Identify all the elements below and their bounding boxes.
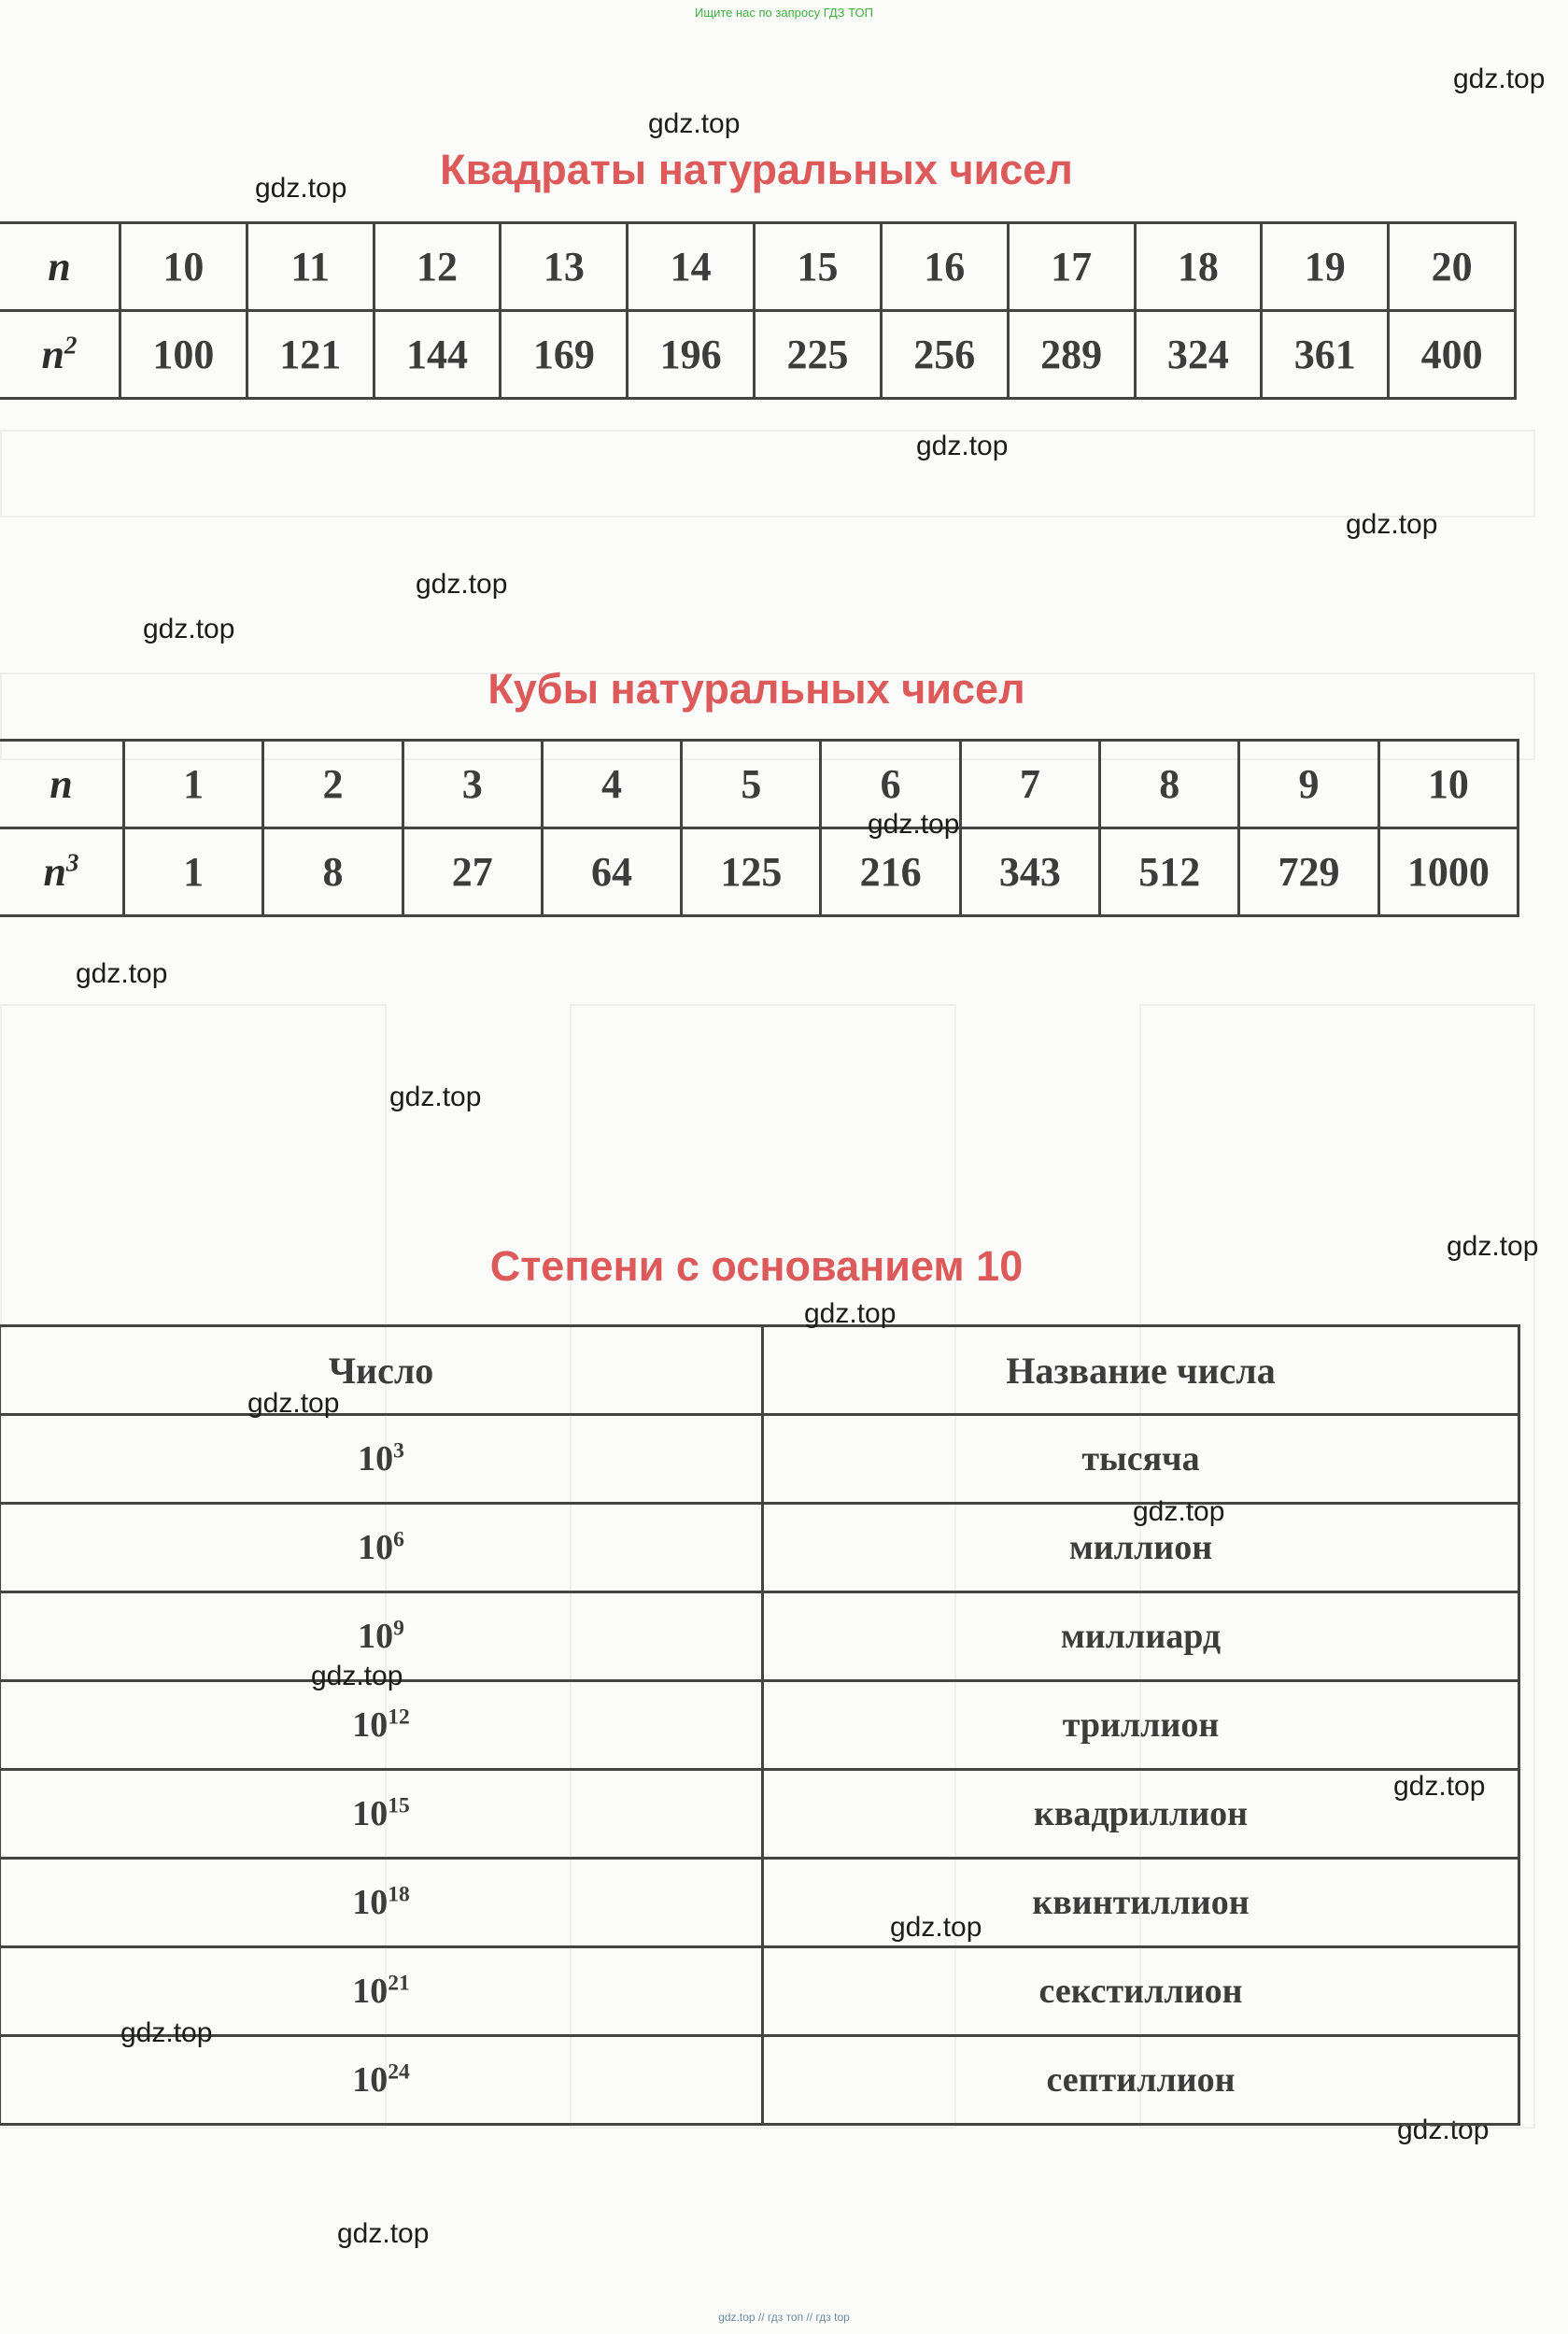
column-header-number: Число	[0, 1326, 763, 1415]
watermark: gdz.top	[1133, 1496, 1225, 1527]
squares-value-cell: 121	[247, 311, 374, 399]
cubes-n-cell: 4	[542, 741, 681, 828]
squares-value-cell: 169	[501, 311, 628, 399]
cubes-table	[0, 739, 1519, 917]
squares-n-cell: 10	[120, 223, 247, 311]
watermark: gdz.top	[247, 1388, 340, 1419]
squares-value-cell: 400	[1389, 311, 1516, 399]
squares-value-cell: 100	[120, 311, 247, 399]
powers-row	[0, 2036, 1519, 2125]
squares-table	[0, 221, 1517, 400]
powers-row	[0, 1504, 1519, 1592]
watermark: gdz.top	[389, 1082, 482, 1112]
squares-n-cell: 17	[1008, 223, 1135, 311]
powers-row	[0, 1947, 1519, 2036]
cubes-value-cell: 1	[124, 828, 263, 916]
watermark: gdz.top	[868, 809, 960, 840]
squares-value-cell: 225	[755, 311, 882, 399]
powers-table	[0, 1324, 1520, 2126]
row-label-n: n	[0, 741, 124, 828]
squares-n-cell: 14	[628, 223, 755, 311]
squares-value-cell: 361	[1262, 311, 1389, 399]
squares-title: Квадраты натуральных чисел	[440, 146, 1073, 193]
squares-n-cell: 13	[501, 223, 628, 311]
cubes-value-cell: 729	[1239, 828, 1378, 916]
squares-value-cell: 289	[1008, 311, 1135, 399]
cubes-value-cell: 64	[542, 828, 681, 916]
watermark: gdz.top	[416, 569, 508, 600]
power-name: квинтиллион	[763, 1859, 1519, 1947]
squares-value-row	[0, 311, 1516, 399]
power-value: $10^9$	[0, 1592, 763, 1681]
cubes-value-cell: 512	[1100, 828, 1239, 916]
cubes-n-cell: 9	[1239, 741, 1378, 828]
squares-value-cell: 324	[1135, 311, 1262, 399]
powers-row	[0, 1592, 1519, 1681]
squares-n-cell: 15	[755, 223, 882, 311]
powers-title: Степени с основанием 10	[489, 1242, 1024, 1290]
squares-n-cell: 16	[881, 223, 1008, 311]
cubes-value-cell: 343	[960, 828, 1099, 916]
cubes-n-cell: 7	[960, 741, 1099, 828]
watermark: gdz.top	[255, 173, 347, 204]
cubes-n-cell: 10	[1378, 741, 1518, 828]
powers-row	[0, 1770, 1519, 1859]
cubes-n-cell: 2	[263, 741, 403, 828]
search-banner: Ищите нас по запросу ГДЗ ТОП	[695, 6, 873, 20]
squares-n-cell: 19	[1262, 223, 1389, 311]
power-name: миллион	[763, 1504, 1519, 1592]
cubes-value-cell: 216	[821, 828, 960, 916]
power-name: квадриллион	[763, 1770, 1519, 1859]
watermark: gdz.top	[76, 958, 168, 989]
power-name: тысяча	[763, 1415, 1519, 1504]
cubes-title: Кубы натуральных чисел	[487, 665, 1025, 713]
power-name: триллион	[763, 1681, 1519, 1770]
row-label-n-cubed: $n^3$	[0, 828, 124, 916]
powers-row	[0, 1415, 1519, 1504]
watermark: gdz.top	[337, 2218, 430, 2249]
powers-row	[0, 1859, 1519, 1947]
squares-n-row	[0, 223, 1516, 311]
cubes-value-row	[0, 828, 1519, 916]
watermark: gdz.top	[143, 614, 235, 644]
watermark: gdz.top	[648, 108, 741, 139]
page-footer: gdz.top // гдз топ // гдз top	[718, 2311, 850, 2324]
cubes-n-cell: 8	[1100, 741, 1239, 828]
column-header-name: Название числа	[763, 1326, 1519, 1415]
cubes-n-cell: 5	[682, 741, 821, 828]
squares-n-cell: 18	[1135, 223, 1262, 311]
squares-value-cell: 196	[628, 311, 755, 399]
power-value: $10^3$	[0, 1415, 763, 1504]
cubes-n-cell: 1	[124, 741, 263, 828]
power-name: миллиард	[763, 1592, 1519, 1681]
row-label-n: n	[0, 223, 120, 311]
squares-value-cell: 144	[374, 311, 501, 399]
cubes-n-cell: 3	[403, 741, 542, 828]
watermark: gdz.top	[804, 1298, 897, 1329]
power-value: $10^{18}$	[0, 1859, 763, 1947]
cubes-n-cell: 6	[821, 741, 960, 828]
watermark: gdz.top	[1346, 509, 1438, 540]
watermark: gdz.top	[890, 1912, 982, 1943]
power-value: $10^6$	[0, 1504, 763, 1592]
power-value: $10^{12}$	[0, 1681, 763, 1770]
squares-n-cell: 12	[374, 223, 501, 311]
powers-row	[0, 1681, 1519, 1770]
row-label-n-squared: $n^2$	[0, 311, 120, 399]
cubes-value-cell: 1000	[1378, 828, 1518, 916]
cubes-value-cell: 125	[682, 828, 821, 916]
power-value: $10^{21}$	[0, 1947, 763, 2036]
cubes-n-row	[0, 741, 1519, 828]
squares-value-cell: 256	[881, 311, 1008, 399]
watermark: gdz.top	[916, 431, 1009, 461]
squares-n-cell: 11	[247, 223, 374, 311]
watermark: gdz.top	[1397, 2115, 1490, 2145]
cubes-value-cell: 8	[263, 828, 403, 916]
cubes-value-cell: 27	[403, 828, 542, 916]
watermark: gdz.top	[1393, 1771, 1486, 1802]
power-name: секстиллион	[763, 1947, 1519, 2036]
watermark: gdz.top	[1447, 1231, 1539, 1262]
watermark: gdz.top	[1453, 64, 1546, 94]
powers-header-row	[0, 1326, 1519, 1415]
power-name: септиллион	[763, 2036, 1519, 2125]
power-value: $10^{24}$	[0, 2036, 763, 2125]
watermark: gdz.top	[311, 1661, 403, 1691]
power-value: $10^{15}$	[0, 1770, 763, 1859]
squares-n-cell: 20	[1389, 223, 1516, 311]
watermark: gdz.top	[120, 2017, 213, 2048]
